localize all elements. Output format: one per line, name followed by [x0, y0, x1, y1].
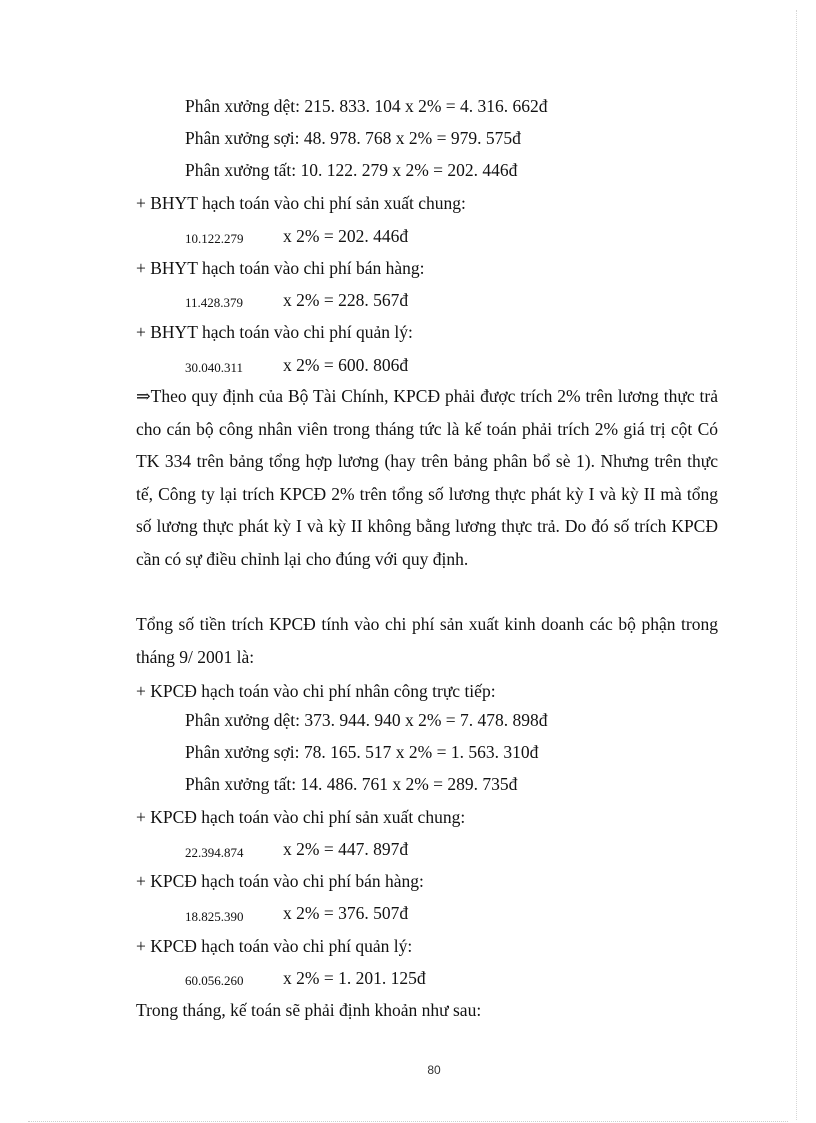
calc-kpcd-sales: x 2% = 376. 507đ: [283, 903, 409, 923]
amount-bhyt-admin: 30.040.311: [185, 360, 244, 375]
page-bottom-border: [28, 1121, 788, 1122]
calc-bhyt-admin: x 2% = 600. 806đ: [283, 355, 409, 375]
text-line-hosiery-bhyt: Phân xưởng tất: 10. 122. 279 x 2% = 202. 446đ: [185, 160, 518, 180]
amount-kpcd-sales: 18.825.390: [185, 909, 244, 924]
calc-bhyt-sales: x 2% = 228. 567đ: [283, 290, 409, 310]
page-number: 80: [427, 1063, 441, 1077]
text-line-bhyt-general: + BHYT hạch toán vào chi phí sản xuất chung:: [136, 193, 466, 213]
calc-kpcd-general: x 2% = 447. 897đ: [283, 839, 409, 859]
text-line-spinning-bhyt: Phân xưởng sợi: 48. 978. 768 x 2% = 979. 575đ: [185, 128, 521, 148]
text-line-bhyt-sales: + BHYT hạch toán vào chi phí bán hàng:: [136, 258, 425, 278]
paragraph-kpcd-total: Tổng số tiền trích KPCĐ tính vào chi phí sản xuất kinh doanh các bộ phận trong tháng 9/ 2001 là:: [136, 614, 718, 667]
text-line-hosiery-kpcd: Phân xưởng tất: 14. 486. 761 x 2% = 289. 735đ: [185, 774, 518, 794]
text-line-journal-entry: Trong tháng, kế toán sẽ phải định khoản như sau:: [136, 1000, 482, 1020]
text-line-kpcd-direct-labor: + KPCĐ hạch toán vào chi phí nhân công trực tiếp:: [136, 681, 496, 701]
text-line-weaving-bhyt: Phân xưởng dệt: 215. 833. 104 x 2% = 4. 316. 662đ: [185, 96, 548, 116]
text-line-spinning-kpcd: Phân xưởng sợi: 78. 165. 517 x 2% = 1. 563. 310đ: [185, 742, 539, 762]
amount-bhyt-general: 10.122.279: [185, 231, 244, 246]
calc-bhyt-general: x 2% = 202. 446đ: [283, 226, 409, 246]
paragraph-kpcd-regulation: ⇒Theo quy định của Bộ Tài Chính, KPCĐ phải được trích 2% trên lương thực trả cho cán bộ công nhân viên trong tháng tức là kế toán phải trích 2% giá trị cột Có TK 334 trên bảng tổng hợp lương (hay trên bảng phân bổ sè 1). Nhưng trên thực tế, Công ty lại trích KPCĐ 2% trên tổng số lương thực phát kỳ I và kỳ II mà tổng số lương thực phát kỳ I và kỳ II không bằng lương thực trả. Do đó số trích KPCĐ cần có sự điều chỉnh lại cho đúng với quy định.: [136, 386, 718, 569]
amount-bhyt-sales: 11.428.379: [185, 295, 244, 310]
amount-kpcd-admin: 60.056.260: [185, 973, 244, 988]
text-line-kpcd-sales: + KPCĐ hạch toán vào chi phí bán hàng:: [136, 871, 424, 891]
text-line-kpcd-admin: + KPCĐ hạch toán vào chi phí quản lý:: [136, 936, 413, 956]
page-right-border: [796, 10, 797, 1120]
calc-kpcd-admin: x 2% = 1. 201. 125đ: [283, 968, 426, 988]
text-line-weaving-kpcd: Phân xưởng dệt: 373. 944. 940 x 2% = 7. 478. 898đ: [185, 710, 548, 730]
amount-kpcd-general: 22.394.874: [185, 845, 244, 860]
text-line-bhyt-admin: + BHYT hạch toán vào chi phí quản lý:: [136, 322, 413, 342]
text-line-kpcd-general: + KPCĐ hạch toán vào chi phí sản xuất chung:: [136, 807, 466, 827]
